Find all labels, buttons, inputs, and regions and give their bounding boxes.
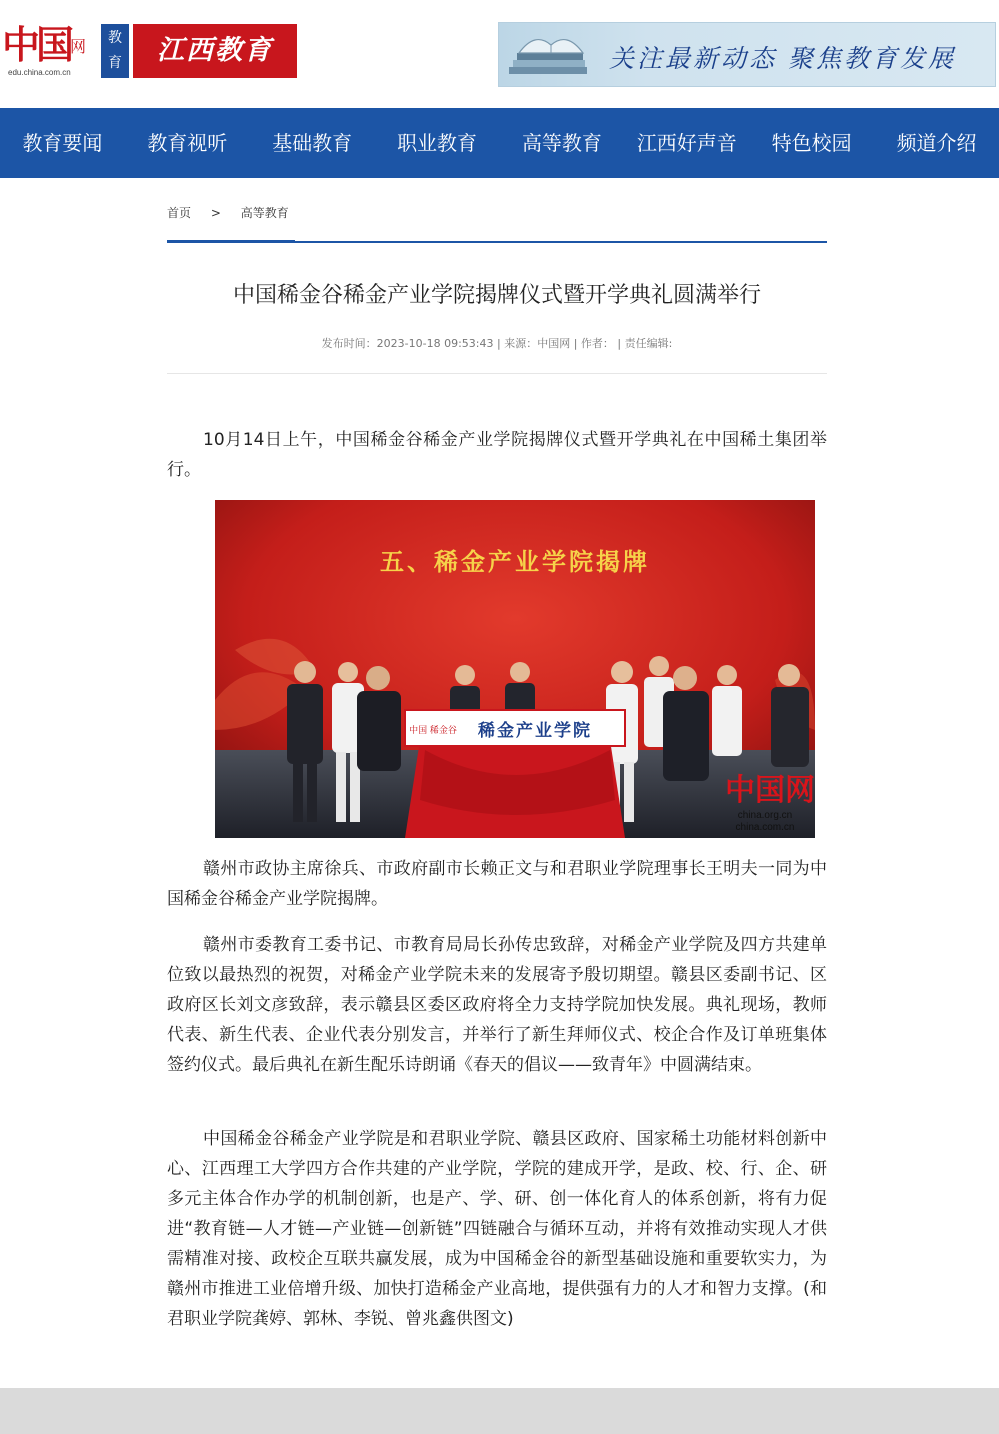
ceremony-photo [215, 500, 815, 838]
article-paragraph-4: 中国稀金谷稀金产业学院是和君职业学院、赣县区政府、国家稀土功能材料创新中心、江西理工大学四方合作共建的产业学院，学院的建成开学，是政、校、行、企、研多元主体合作办学的机制创新，也是产、学、研、创一体化育人的体系创新，将有力促进“教育链—人才链—产业链—创新链”四链融合与循环互动，并将有效推动实现人才供需精准对接、政校企互联共赢发展，成为中国稀金谷的新型基础设施和重要软实力，为赣州市推进工业倍增升级、加快打造稀金产业高地，提供强有力的人才和智力支撑。(和君职业学院龚婷、郭林、李锐、曾兆鑫供图文) [167, 1129, 827, 1329]
article-paragraph-2: 赣州市政协主席徐兵、市政府副市长赖正文与和君职业学院理事长王明夫一同为中国稀金谷稀金产业学院揭牌。 [167, 859, 827, 909]
nav-item-higher-education[interactable]: 高等教育 [521, 131, 602, 155]
header-banner [498, 22, 996, 87]
article-paragraph-3: 赣州市委教育工委书记、市教育局局长孙传忠致辞，对稀金产业学院及四方共建单位致以最热烈的祝贺，对稀金产业学院未来的发展寄予殷切期望。赣县区委副书记、区政府区长刘文彦致辞，表示赣县区委区政府将全力支持学院加快发展。典礼现场，教师代表、新生代表、企业代表分别发言，并举行了新生拜师仪式、校企合作及订单班集体签约仪式。最后典礼在新生配乐诗朗诵《春天的倡议——致青年》中圆满结束。 [167, 935, 827, 1075]
watermark-logo: 中国网 [725, 773, 815, 808]
education-channel-logo[interactable] [101, 24, 129, 78]
screen-text: 五、稀金产业学院揭牌 [380, 547, 650, 576]
books-icon [505, 27, 595, 83]
page-footer [0, 1388, 999, 1434]
nav-item-jiangxi-voice[interactable]: 江西好声音 [636, 131, 737, 155]
nav-item-featured-campus[interactable]: 特色校园 [771, 131, 852, 155]
logo-domain: edu.china.com.cn [8, 68, 71, 77]
watermark-url-2: china.com.cn [735, 822, 795, 833]
nav-item-channel-intro[interactable]: 频道介绍 [896, 131, 977, 155]
nav-item-basic-education[interactable]: 基础教育 [272, 131, 353, 155]
article-paragraph-1: 10月14日上午，中国稀金谷稀金产业学院揭牌仪式暨开学典礼在中国稀土集团举行。 [167, 430, 827, 480]
jiangxi-education-logo[interactable]: 江西教育 [133, 24, 297, 78]
nav-item-education-news[interactable]: 教育要闻 [22, 131, 103, 155]
main-nav [0, 108, 999, 178]
plaque-small-text: 中国 稀金谷 [409, 726, 457, 736]
breadcrumb-separator: > [210, 206, 221, 220]
article-photo [215, 500, 815, 838]
china-net-logo[interactable] [0, 20, 100, 80]
logo-jiaoyu-text: 教育 [108, 30, 122, 71]
breadcrumb [167, 204, 305, 221]
article-meta: 发布时间：2023-10-18 09:53:43 | 来源：中国网 | 作者： | 责任编辑: [321, 337, 673, 350]
nav-item-vocational-education[interactable]: 职业教育 [397, 131, 478, 155]
plaque-text: 稀金产业学院 [478, 721, 592, 741]
nav-item-education-video[interactable]: 教育视听 [147, 131, 228, 155]
site-header [0, 0, 999, 108]
breadcrumb-divider [167, 241, 827, 243]
banner-slogan: 关注最新动态 聚焦教育发展 [609, 44, 956, 73]
breadcrumb-current[interactable]: 高等教育 [240, 206, 289, 220]
logo-net: 网 [70, 37, 87, 56]
article-title: 中国稀金谷稀金产业学院揭牌仪式暨开学典礼圆满举行 [232, 283, 761, 308]
meta-divider [167, 373, 827, 374]
breadcrumb-home[interactable]: 首页 [167, 206, 192, 220]
logo-glyph: 中国 [2, 22, 71, 67]
watermark-url-1: china.org.cn [737, 810, 793, 821]
